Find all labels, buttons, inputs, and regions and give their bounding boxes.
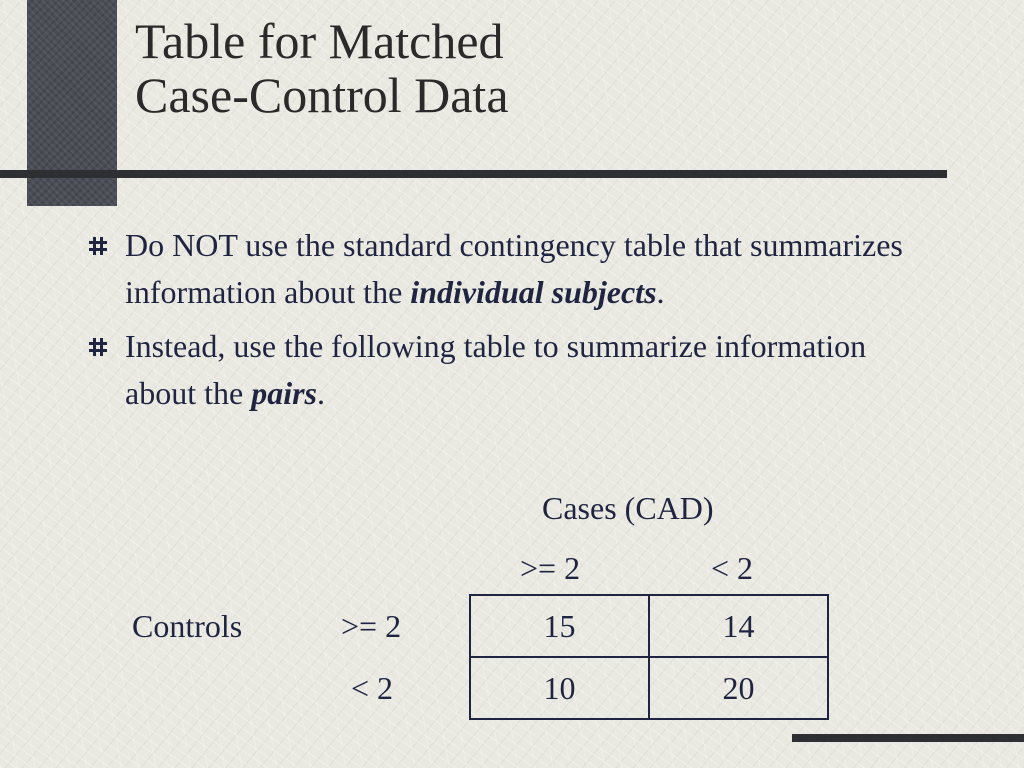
bullet-item [88,323,918,417]
hash-bullet-icon [88,337,108,357]
bullet-emphasis: individual subjects [410,274,657,310]
bullet-list [88,222,918,424]
bullet-text: Do NOT use the standard contingency table that summarizes information about the [125,227,903,310]
row-header-lt2: < 2 [351,670,394,706]
row-header-ge2: >= 2 [341,608,402,644]
title-divider [0,170,947,178]
title-line-1: Table for Matched [135,13,504,69]
slide-title [135,14,509,122]
table-cell: 14 [649,595,828,657]
table-cell: 10 [470,657,649,719]
hash-bullet-icon [88,236,108,256]
column-header-lt2: < 2 [711,550,754,586]
pairs-table [469,594,829,720]
cases-header: Cases (CAD) [542,490,714,526]
bullet-emphasis: pairs [251,375,317,411]
bullet-punctuation: . [656,274,665,310]
table-cell: 20 [649,657,828,719]
column-header-ge2: >= 2 [520,550,581,586]
controls-label: Controls [132,608,243,644]
table-row [470,657,828,719]
table-cell: 15 [470,595,649,657]
bullet-text: Instead, use the following table to summarize information about the [125,328,867,411]
title-line-2: Case-Control Data [135,67,509,123]
bullet-item [88,222,918,316]
footer-divider [792,734,1024,742]
bullet-punctuation: . [316,375,325,411]
table-row [470,595,828,657]
